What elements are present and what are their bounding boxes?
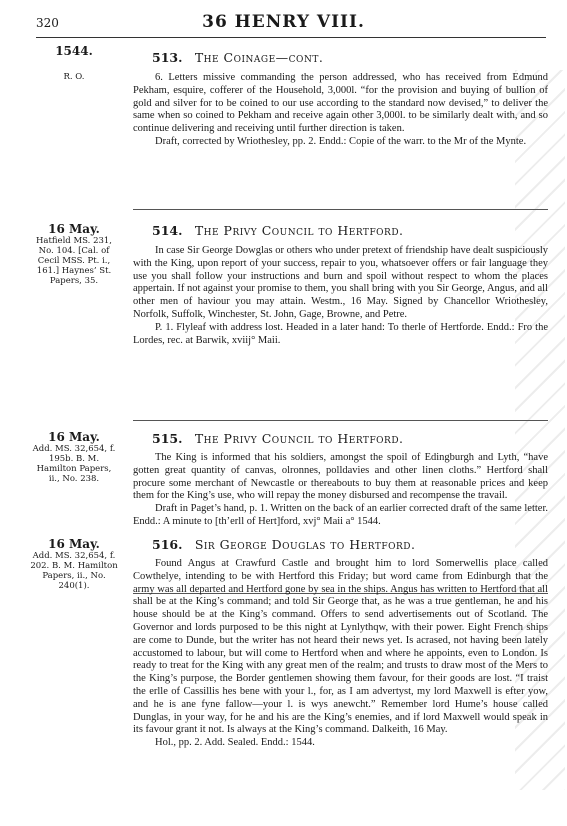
entry-text: 6. Letters missive commanding the person addressed, who has received from Edmund Pekham, esquire, cofferer of the Household, 3,000l. “for the provision and buying of bullion of gold and silver for to be coined to our use according to the standard now devised,” to deliver the same when so coined to Pekham and receive again other 3,000l. to be similarly dealt with, and so continue delivering and receiving until further direction is taken. (133, 72, 548, 135)
entry-note: Draft in Paget’s hand, p. 1. Written on the back of an earlier corrected draft of the same letter. Endd.: A minute to [th’erll of Hert]ford, xvj° Maii a° 1544. (133, 503, 548, 527)
margin-source: Hatfield MS. 231, No. 104. [Cal. of Cecil MSS. Pt. i., 161.] Haynes’ St. Papers, 35. (35, 236, 112, 286)
entry-heading-515 (152, 431, 542, 446)
margin-516 (30, 537, 118, 591)
entry-heading-516 (152, 537, 542, 552)
entry-text: Found Angus at Crawfurd Castle and brought him to lord Somerwellis place called Cowthelye, intending to be with Hertford this Friday; but word came from Edinburgh that the army was all departed and Hertford gone by sea in the ships. Angus has written to Hertford that all shall be at the King’s command; and told Sir George that, as he was a true gentleman, he and his house should be at the King’s command. Offers to send advertisements out of Scotland. The Governor and lords purposed to be this night at Lynlythqw, with their power. Eight French ships are come to Dunde, but the writer has not heard their news yet. Is acrased, not having been lately accustomed to labour, but will come to Hertford when and where he appoints, even to London. Is ready to treat for the King with any great men of the realm; and trusts to draw most of the Mers to the King’s purpose, the Border gentlemen showing them favour, for their goods are lost. “I traist the erlle of Cassillis hes bene with your l., for, as I am advertyst, my lord Maxwell is efter yow, and he is ane fyne fallow—your l. is wys anewcht.” Remember lord Hume’s house called Dunglas, in your way, for he and his are the King’s enemies, and if lord Maxwell would speak in its favour grant it not. Is always at the King’s command. Dalkeith, 16 May. (133, 558, 548, 736)
margin-source-513: R. O. (63, 72, 85, 82)
page-number: 320 (36, 16, 59, 30)
margin-source: Add. MS. 32,654, f. 202. B. M. Hamilton Papers, ii., No. 240(1). (30, 551, 118, 591)
entry-date: 16 May. (48, 537, 100, 551)
entry-heading-513 (152, 50, 542, 65)
entry-separator (133, 420, 548, 421)
entry-title: The Privy Council to Hertford. (194, 223, 404, 238)
entry-body-514 (133, 245, 548, 347)
year-heading: 1544. (55, 44, 93, 58)
entry-note: P. 1. Flyleaf with address lost. Headed in a later hand: To therle of Hertforde. Endd.: Fro the Lordes, rec. at Barwik, xviij° Maii. (133, 321, 548, 346)
entry-title: The Privy Council to Hertford. (194, 431, 404, 446)
margin-source: Add. MS. 32,654, f. 195b. B. M. Hamilton Papers, ii., No. 238. (32, 444, 116, 484)
entry-separator (133, 209, 548, 210)
header-rule (36, 37, 546, 38)
entry-title: The Coinage—cont. (194, 50, 324, 65)
entry-text: The King is informed that his soldiers, amongst the spoil of Edingburgh and Lyth, “have gotten great quantity of canvas, olronnes, polldavies and other linen cloths.” Hertford shall procure some merchant of Newcastle or thereabouts to buy them at reasonable prices and keep them for the King’s use, who will repay the money disbursed and recompense the travail. (133, 452, 548, 502)
entry-number: 513. (152, 50, 183, 65)
entry-body-515 (133, 452, 548, 529)
entry-body-513 (133, 72, 548, 149)
entry-heading-514 (152, 223, 542, 238)
entry-number: 514. (152, 223, 183, 238)
entry-date: 16 May. (48, 430, 100, 444)
margin-515 (30, 430, 118, 484)
entry-title: Sir George Douglas to Hertford. (194, 537, 416, 552)
entry-body-516 (133, 558, 548, 750)
entry-text: In case Sir George Dowglas or others who under pretext of friendship have dealt suspiciously with the King, upon report of your success, repair to you, whatsoever offers or fair language they use you shall follow your instructions and burn and spoil without respect to whom the places appertain. If not against your promise to them, you shall bring with you Sir George, Angus, and all other men of haviour you may attain. Westm., 16 May. Signed by Chancellor Wriothesley, Norfolk, Suffolk, Winchester, St. John, Gage, Browne, and Petre. (133, 245, 548, 320)
running-header: 36 HENRY VIII. (202, 12, 365, 32)
entry-number: 516. (152, 537, 183, 552)
entry-note: Draft, corrected by Wriothesley, pp. 2. Endd.: Copie of the warr. to the Mr of the Mynte. (155, 135, 527, 147)
entry-date: 16 May. (48, 222, 100, 236)
entry-note: Hol., pp. 2. Add. Sealed. Endd.: 1544. (155, 737, 315, 749)
entry-number: 515. (152, 431, 183, 446)
margin-514 (30, 222, 118, 286)
